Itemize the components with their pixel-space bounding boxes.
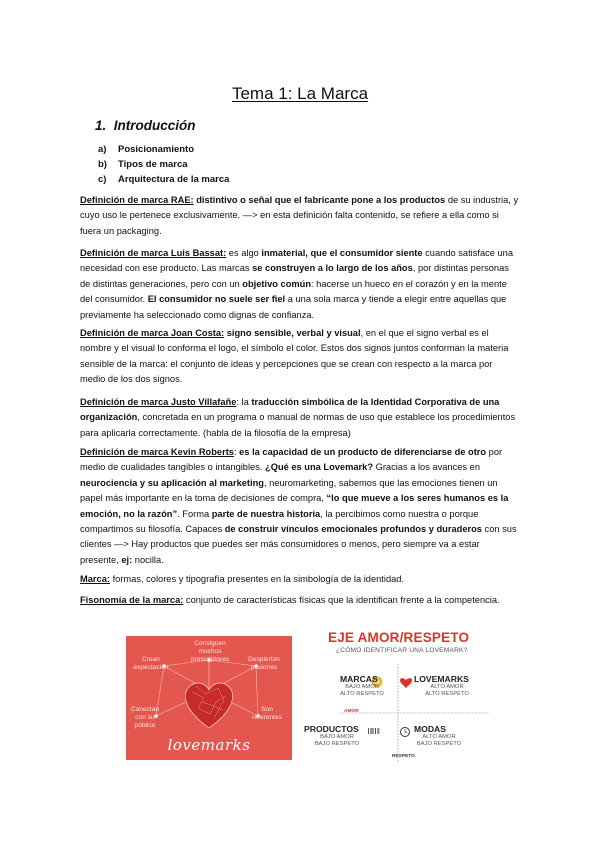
list-item: a) Posicionamiento xyxy=(98,144,195,155)
clock-icon xyxy=(401,728,410,737)
barcode-icon xyxy=(368,728,379,734)
section-title: Introducción xyxy=(113,118,196,133)
lovemarks-logo: lovemarks xyxy=(167,736,251,754)
label-conectan: Conectan con su público xyxy=(130,706,160,729)
paragraph-marca: Marca: formas, colores y tipografía presentes en la simbología de la identidad. xyxy=(80,574,405,584)
label-despiertan: Despiertan pasiones xyxy=(248,656,280,671)
quadrant-productos-title: PRODUCTOS xyxy=(304,724,359,734)
paragraph-villafane: Definición de marca Justo Villafañe: la traducción simbólica de la Identidad Corporativa de una organización, concretada en un programa o manual de normas de uso que establece los procedimientos para aplicarla correctamente. (habla de la filosofía de la empresa) xyxy=(80,397,516,438)
axis-x-label: AMOR xyxy=(344,709,359,714)
list-item: b) Tipos de marca xyxy=(98,159,188,170)
paragraph-fisonomia: Fisonomía de la marca: conjunto de características físicas que la identifican frente a la competencia. xyxy=(80,595,500,605)
paragraph-roberts: Definición de marca Kevin Roberts: es la capacidad de un producto de diferenciarse de otro por medio de cualidades tangibles o intangibles. ¿Qué es una Lovemark? Gracias a los avances en neurociencia y su aplicación al marketing, neuromarketing, sabemos que las emociones tienen un papel más importante en la toma de decisiones de compra, “lo que mueve a los seres humanos es la emoción, no la razón”. Forma parte de nuestra historia, la percibimos como nuestra o porque compartimos su filosofía. Capaces de construir vínculos emocionales profundos y duraderos con sus clientes —> Hay productos que puedes ser más consumidores o menos, pero siempre va a estar presente, ej: nocilla. xyxy=(80,447,517,565)
paragraph-rae: Definición de marca RAE: distintivo o señal que el fabricante pone a los productos de su industria, y cuyo uso le pertenece exclusivamente. —> en esta definición falta contenido, se refiere a ella como si fuera un packaging. xyxy=(80,195,519,236)
heart-icon xyxy=(400,678,412,688)
paragraph-costa: Definición de marca Joan Costa: signo sensible, verbal y visual, en el que el signo verbal es el nombre y el visual lo conforma el logo, el símbolo el color. Estos dos signos juntos conforman la materia sensible de la marca: el conjunto de ideas y percepciones que se crean con respecto a la marca por medio de los dos signos. xyxy=(80,328,509,385)
quadrant-marcas-title: MARCAS xyxy=(340,674,378,684)
label-crean: Crean expectación xyxy=(133,656,169,671)
list-item: c) Arquitectura de la marca xyxy=(98,174,230,185)
quadrant-modas-sub: ALTO AMOR BAJO RESPETO xyxy=(416,734,462,747)
paragraph-bassat: Definición de marca Luis Bassat: es algo inmaterial, que el consumidor siente cuando satisface una necesidad con ese producto. Las marcas se construyen a lo largo de los años, por distintas personas de distintas generaciones, pero con un objetivo común: hacerse un hueco en el corazón y en la mente del consumidor. El consumidor no suele ser fiel a una sola marca y tiende a elegir entre aquellas que previamente ha seleccionado como dignas de confianza. xyxy=(80,248,514,320)
label-son: Son referentes xyxy=(252,706,282,721)
quadrant-productos-sub: BAJO AMOR BAJO RESPETO xyxy=(314,734,360,747)
quadrant-marcas-sub: BAJO AMOR ALTO RESPETO xyxy=(340,684,384,697)
quadrant-lovemarks-title: LOVEMARKS xyxy=(414,674,469,684)
lovemarks-figure xyxy=(126,636,292,760)
quadrant-lovemarks-sub: ALTO AMOR ALTO RESPETO xyxy=(425,684,469,697)
section-number: 1. xyxy=(95,118,107,133)
figure-title: EJE AMOR/RESPETO xyxy=(328,630,470,645)
figure-subtitle: ¿CÓMO IDENTIFICAR UNA LOVEMARK? xyxy=(336,647,468,654)
page-title: Tema 1: La Marca xyxy=(231,84,369,103)
section-heading xyxy=(95,118,196,133)
eje-amor-respeto-figure xyxy=(304,628,506,764)
quadrant-modas-title: MODAS xyxy=(414,724,446,734)
heart-icon xyxy=(185,683,232,728)
label-consiguen: Consiguen muchos prescriptores xyxy=(190,640,230,663)
subtopic-list xyxy=(98,142,229,187)
axis-y-label: RESPETO xyxy=(392,754,415,759)
